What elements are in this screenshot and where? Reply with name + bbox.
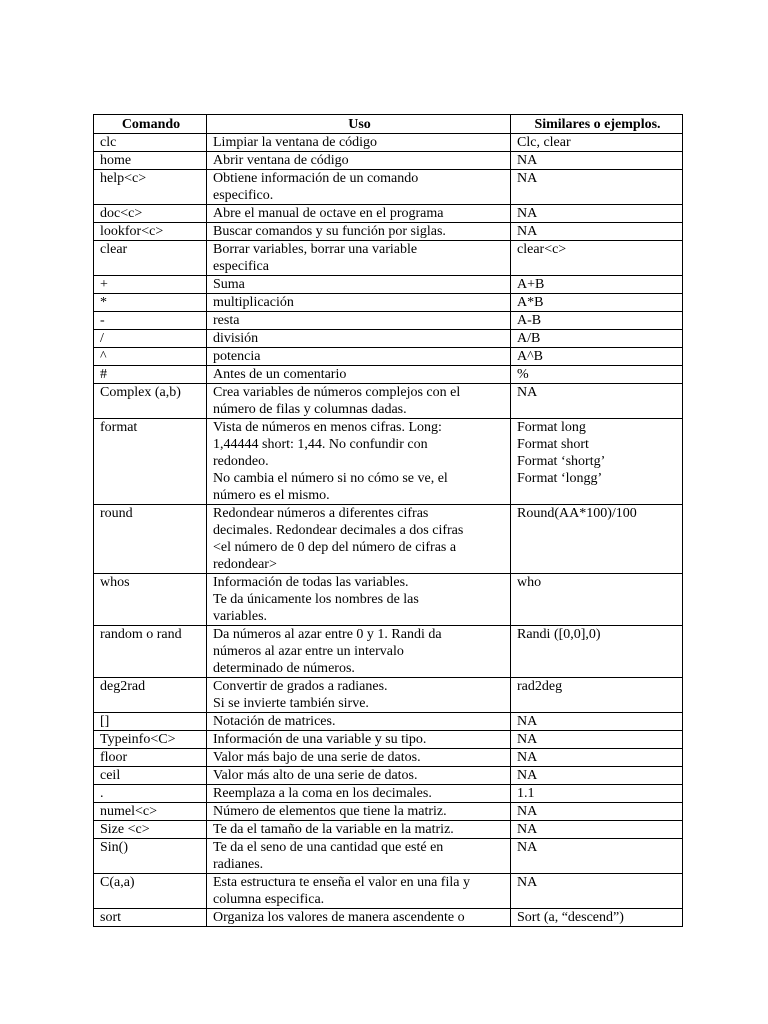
cell-ejemplo: NA [511,384,683,419]
cell-uso: Notación de matrices. [207,713,511,731]
table-row [94,749,683,767]
cell-comando: Size <c> [94,821,207,839]
cell-ejemplo: A-B [511,312,683,330]
cell-ejemplo: NA [511,713,683,731]
table-row [94,874,683,909]
cell-ejemplo: Round(AA*100)/100 [511,505,683,574]
cell-comando: deg2rad [94,678,207,713]
table-body [94,134,683,927]
table-header-row [94,115,683,134]
table-row [94,626,683,678]
table-row [94,223,683,241]
cell-ejemplo: NA [511,152,683,170]
cell-uso: Limpiar la ventana de código [207,134,511,152]
cell-ejemplo: A^B [511,348,683,366]
cell-uso: Te da el tamaño de la variable en la matriz. [207,821,511,839]
cell-comando: format [94,419,207,505]
cell-comando: home [94,152,207,170]
cell-uso: Número de elementos que tiene la matriz. [207,803,511,821]
cell-uso: Te da el seno de una cantidad que esté en radianes. [207,839,511,874]
cell-uso: Esta estructura te enseña el valor en una fila y columna especifica. [207,874,511,909]
cell-ejemplo: NA [511,170,683,205]
table-row [94,205,683,223]
cell-ejemplo: A+B [511,276,683,294]
table-row [94,803,683,821]
table-row [94,785,683,803]
cell-comando: floor [94,749,207,767]
cell-uso: Antes de un comentario [207,366,511,384]
cell-comando: numel<c> [94,803,207,821]
table-row [94,574,683,626]
table-row [94,384,683,419]
table-row [94,419,683,505]
cell-uso: Reemplaza a la coma en los decimales. [207,785,511,803]
cell-comando: Typeinfo<C> [94,731,207,749]
cell-ejemplo: NA [511,767,683,785]
table-row [94,348,683,366]
cell-comando: # [94,366,207,384]
cell-ejemplo: Randi ([0,0],0) [511,626,683,678]
commands-table [93,114,683,927]
cell-ejemplo: who [511,574,683,626]
cell-comando: + [94,276,207,294]
table-row [94,294,683,312]
cell-uso: Crea variables de números complejos con el número de filas y columnas dadas. [207,384,511,419]
header-uso: Uso [207,115,511,134]
table-row [94,767,683,785]
cell-uso: Suma [207,276,511,294]
cell-ejemplo: Clc, clear [511,134,683,152]
cell-ejemplo: NA [511,205,683,223]
cell-comando: Sin() [94,839,207,874]
cell-ejemplo: 1.1 [511,785,683,803]
cell-uso: Buscar comandos y su función por siglas. [207,223,511,241]
table-row [94,134,683,152]
header-comando: Comando [94,115,207,134]
cell-uso: Organiza los valores de manera ascendente o [207,909,511,927]
cell-uso: Da números al azar entre 0 y 1. Randi da números al azar entre un intervalo determinado de números. [207,626,511,678]
cell-ejemplo: NA [511,749,683,767]
cell-comando: * [94,294,207,312]
table-row [94,505,683,574]
table-row [94,366,683,384]
table-row [94,839,683,874]
table-row [94,170,683,205]
cell-comando: - [94,312,207,330]
cell-ejemplo: NA [511,803,683,821]
cell-uso: Convertir de grados a radianes. Si se invierte también sirve. [207,678,511,713]
cell-uso: resta [207,312,511,330]
cell-uso: potencia [207,348,511,366]
table-row [94,909,683,927]
table-row [94,312,683,330]
cell-ejemplo: % [511,366,683,384]
cell-comando: sort [94,909,207,927]
cell-comando: / [94,330,207,348]
cell-ejemplo: NA [511,839,683,874]
cell-comando: . [94,785,207,803]
cell-comando: ceil [94,767,207,785]
cell-comando: whos [94,574,207,626]
table-row [94,152,683,170]
cell-ejemplo: A*B [511,294,683,312]
cell-uso: división [207,330,511,348]
table-row [94,731,683,749]
cell-ejemplo: NA [511,821,683,839]
cell-comando: doc<c> [94,205,207,223]
cell-comando: ^ [94,348,207,366]
table-row [94,330,683,348]
cell-comando: random o rand [94,626,207,678]
cell-comando: Complex (a,b) [94,384,207,419]
cell-comando: lookfor<c> [94,223,207,241]
cell-ejemplo: clear<c> [511,241,683,276]
cell-ejemplo: Format long Format short Format ‘shortg’ Format ‘longg’ [511,419,683,505]
cell-uso: Borrar variables, borrar una variable especifica [207,241,511,276]
cell-comando: [] [94,713,207,731]
table-row [94,678,683,713]
cell-uso: Obtiene información de un comando especifico. [207,170,511,205]
cell-uso: Valor más bajo de una serie de datos. [207,749,511,767]
cell-comando: help<c> [94,170,207,205]
cell-comando: C(a,a) [94,874,207,909]
cell-ejemplo: NA [511,874,683,909]
cell-uso: Abre el manual de octave en el programa [207,205,511,223]
cell-uso: Abrir ventana de código [207,152,511,170]
cell-ejemplo: NA [511,731,683,749]
cell-uso: Valor más alto de una serie de datos. [207,767,511,785]
table-row [94,713,683,731]
table-row [94,821,683,839]
table-row [94,276,683,294]
cell-ejemplo: A/B [511,330,683,348]
cell-uso: Redondear números a diferentes cifras decimales. Redondear decimales a dos cifras <el número de 0 dep del número de cifras a redondear> [207,505,511,574]
cell-ejemplo: rad2deg [511,678,683,713]
cell-uso: Vista de números en menos cifras. Long: 1,44444 short: 1,44. No confundir con redondeo. No cambia el número si no cómo se ve, el número es el mismo. [207,419,511,505]
cell-ejemplo: NA [511,223,683,241]
header-similares: Similares o ejemplos. [511,115,683,134]
cell-uso: Información de todas las variables. Te da únicamente los nombres de las variables. [207,574,511,626]
table-row [94,241,683,276]
cell-comando: clear [94,241,207,276]
cell-ejemplo: Sort (a, “descend”) [511,909,683,927]
cell-comando: clc [94,134,207,152]
cell-uso: Información de una variable y su tipo. [207,731,511,749]
cell-uso: multiplicación [207,294,511,312]
cell-comando: round [94,505,207,574]
